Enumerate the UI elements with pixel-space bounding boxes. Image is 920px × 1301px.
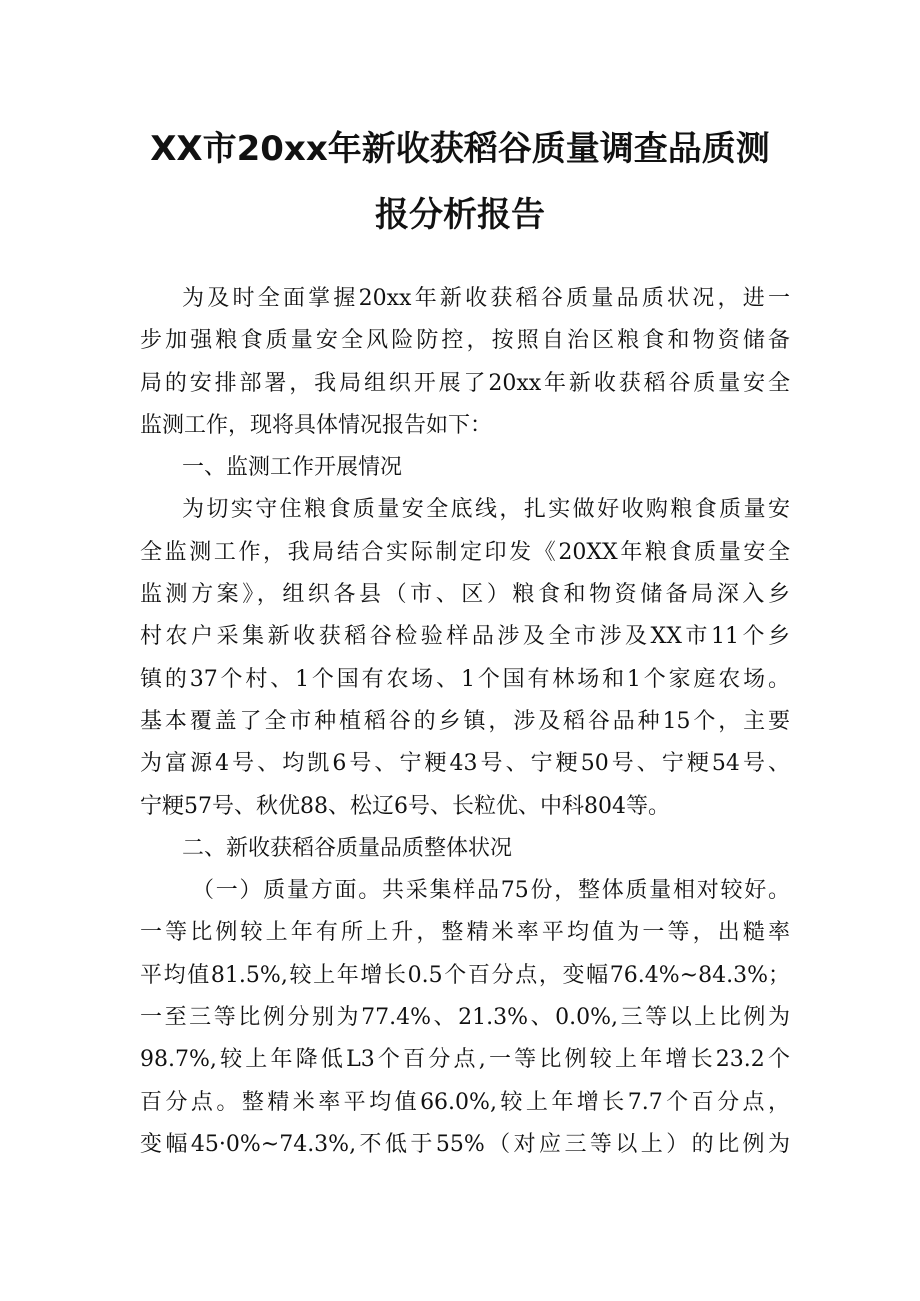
paragraph-line: 基本覆盖了全市种植稻谷的乡镇，涉及稻谷品种15个，主要 <box>140 708 790 734</box>
paragraph-line: 镇的37个村、1个国有农场、1个国有林场和1个家庭农场。 <box>140 666 790 692</box>
paragraph-line: 宁粳57号、秋优88、松辽6号、长粒优、中科804等。 <box>140 793 670 819</box>
paragraph-line: 一至三等比例分别为77.4%、21.3%、0.0%,三等以上比例为 <box>140 1005 790 1031</box>
paragraph-line: 平均值81.5%,较上年增长0.5个百分点，变幅76.4%~84.3%； <box>140 962 790 988</box>
paragraph-line: 为富源4号、均凯6号、宁粳43号、宁粳50号、宁粳54号、 <box>140 751 790 777</box>
paragraph-line: 一等比例较上年有所上升，整精米率平均值为一等，出糙率 <box>140 920 790 946</box>
title-line-1: XX市20xx年新收获稻谷质量调查品质测 <box>150 129 770 169</box>
paragraph-line: 步加强粮食质量安全风险防控，按照自治区粮食和物资储备 <box>140 328 790 354</box>
paragraph-line: 为及时全面掌握20xx年新收获稻谷质量品质状况，进一 <box>182 286 790 311</box>
paragraph-line: 局的安排部署，我局组织开展了20xx年新收获稻谷质量安全 <box>140 370 790 396</box>
paragraph-line: 为切实守住粮食质量安全底线，扎实做好收购粮食质量安 <box>182 497 790 523</box>
paragraph-line: 全监测工作，我局结合实际制定印发《20XX年粮食质量安全 <box>140 539 790 565</box>
paragraph-line: 村农户采集新收获稻谷检验样品涉及全市涉及XX市11个乡 <box>140 624 790 650</box>
section-heading-2: 二、新收获稻谷质量品质整体状况 <box>182 835 513 861</box>
paragraph-line: 监测工作，现将具体情况报告如下： <box>140 412 493 438</box>
paragraph-line: 百分点。整精米率平均值66.0%,较上年增长7.7个百分点， <box>140 1089 790 1115</box>
paragraph-line: （一）质量方面。共采集样品75份，整体质量相对较好。 <box>192 878 790 904</box>
paragraph-line: 变幅45·0%~74.3%,不低于55%（对应三等以上）的比例为 <box>140 1131 790 1157</box>
paragraph-line: 98.7%,较上年降低L3个百分点,一等比例较上年增长23.2个 <box>140 1047 790 1073</box>
document-body <box>140 278 790 1166</box>
section-heading-1: 一、监测工作开展情况 <box>182 455 403 481</box>
title-line-2: 报分析报告 <box>375 195 545 235</box>
document-title <box>100 116 820 248</box>
paragraph-line: 监测方案》，组织各县（市、区）粮食和物资储备局深入乡 <box>140 582 790 608</box>
